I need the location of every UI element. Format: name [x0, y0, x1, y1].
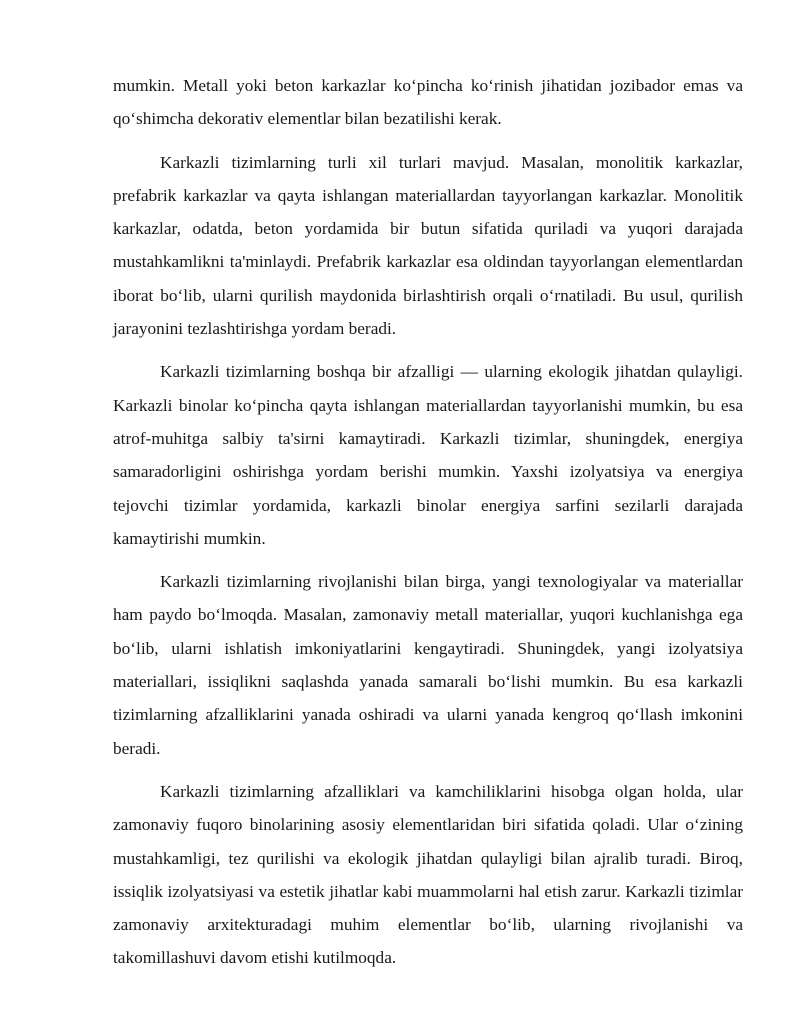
- paragraph-new-technologies: Karkazli tizimlarning rivojlanishi bilan birga, yangi texnologiyalar va materiallar ham paydo bo‘lmoqda. Masalan, zamonaviy metall materiallar, yuqori kuchlanishga ega bo‘lib, ularni ishlatish imkoniyatlarini kengaytiradi. Shuningdek, yangi izolyatsiya materiallari, issiqlikni saqlashda yanada samarali bo‘lishi mumkin. Bu esa karkazli tizimlarning afzalliklarini yanada oshiradi va ularni yanada kengroq qo‘llash imkonini beradi.: [113, 572, 743, 758]
- paragraph-ecological-advantage: Karkazli tizimlarning boshqa bir afzalligi — ularning ekologik jihatdan qulayligi. Karkazli binolar ko‘pincha qayta ishlangan materiallardan tayyorlanishi mumkin, bu esa atrof-muhitga salbiy ta'sirni kamaytiradi. Karkazli tizimlar, shuningdek, energiya samaradorligini oshirishga yordam berishi mumkin. Yaxshi izolyatsiya va energiya tejovchi tizimlar yordamida, karkazli binolar energiya sarfini sezilarli darajada kamaytirishi mumkin.: [113, 362, 743, 548]
- paragraph-continuation: mumkin. Metall yoki beton karkazlar ko‘pincha ko‘rinish jihatidan jozibador emas va qo‘shimcha dekorativ elementlar bilan bezatilishi kerak.: [113, 76, 743, 129]
- paragraph-conclusion: Karkazli tizimlarning afzalliklari va kamchiliklarini hisobga olgan holda, ular zamonaviy fuqoro binolarining asosiy elementlaridan biri sifatida qoladi. Ular o‘zining mustahkamligi, tez qurilishi va ekologik jihatdan qulayligi bilan ajralib turadi. Biroq, issiqlik izolyatsiyasi va estetik jihatlar kabi muammolarni hal etish zarur. Karkazli tizimlar zamonaviy arxitekturadagi muhim elementlar bo‘lib, ularning rivojlanishi va takomillashuvi davom etishi kutilmoqda.: [113, 781, 743, 968]
- paragraph-frame-system-types: Karkazli tizimlarning turli xil turlari mavjud. Masalan, monolitik karkazlar, prefabrik karkazlar va qayta ishlangan materiallardan tayyorlangan karkazlar. Monolitik karkazlar, odatda, beton yordamida bir butun sifatida quriladi va yuqori darajada mustahkamlikni ta'minlaydi. Prefabrik karkazlar esa oldindan tayyorlangan elementlardan iborat bo‘lib, ularni qurilish maydonida birlashtirish orqali o‘rnatiladi. Bu usul, qurilish jarayonini tezlashtirishga yordam beradi.: [113, 152, 743, 339]
- document-page: [113, 69, 743, 985]
